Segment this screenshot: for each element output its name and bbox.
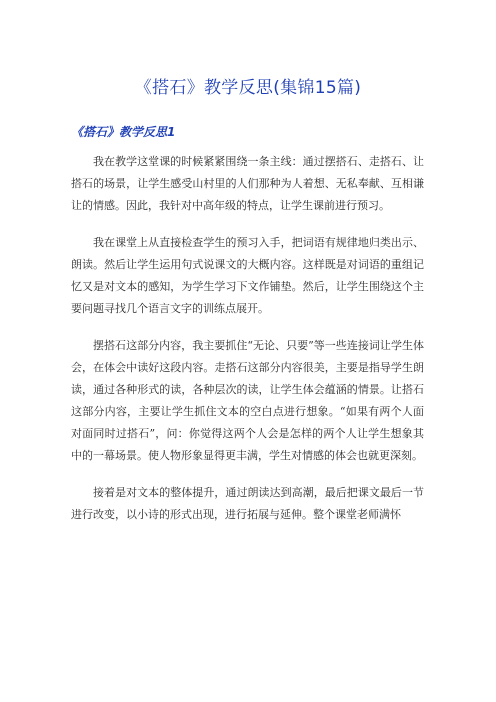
paragraph-1: 我在教学这堂课的时候紧紧围绕一条主线：通过摆搭石、走搭石、让搭石的场景，让学生感受山村里的人们那种为人着想、无私奉献、互相谦让的情感。因此，我针对中高年级的特点，让学生课前进行预习。 xyxy=(71,155,424,212)
paragraph-3: 摆搭石这部分内容，我主要抓住“无论、只要”等一些连接词让学生体会，在体会中读好这段内容。走搭石这部分内容很美，主要是指导学生朗读，通过各种形式的读，各种层次的读，让学生体会蕴涵的情景。让搭石这部分内容，主要让学生抓住文本的空白点进行想象。“如果有两个人面对面同时过搭石”，问：你觉得这两个人会是怎样的两个人让学生想象其中的一幕场景。使人物形象显得更丰满，学生对情感的体会也就更深刻。 xyxy=(71,339,424,462)
paragraph-4: 接着是对文本的整体提升，通过朗读达到高潮，最后把课文最后一节进行改变，以小诗的形式出现，进行拓展与延伸。整个课堂老师满怀 xyxy=(71,486,424,521)
document-title: 《搭石》教学反思(集锦15篇) xyxy=(134,78,362,98)
paragraph-2: 我在课堂上从直接检查学生的预习入手，把词语有规律地归类出示、朗读。然后让学生运用句式说课文的大概内容。这样既是对词语的重组记忆又是对文本的感知，为学生学习下文作铺垫。然后，让学生围绕这个主要问题寻找几个语言文字的训练点展开。 xyxy=(71,236,424,315)
section-heading: 《搭石》教学反思1 xyxy=(71,125,176,139)
document-body xyxy=(71,151,424,541)
